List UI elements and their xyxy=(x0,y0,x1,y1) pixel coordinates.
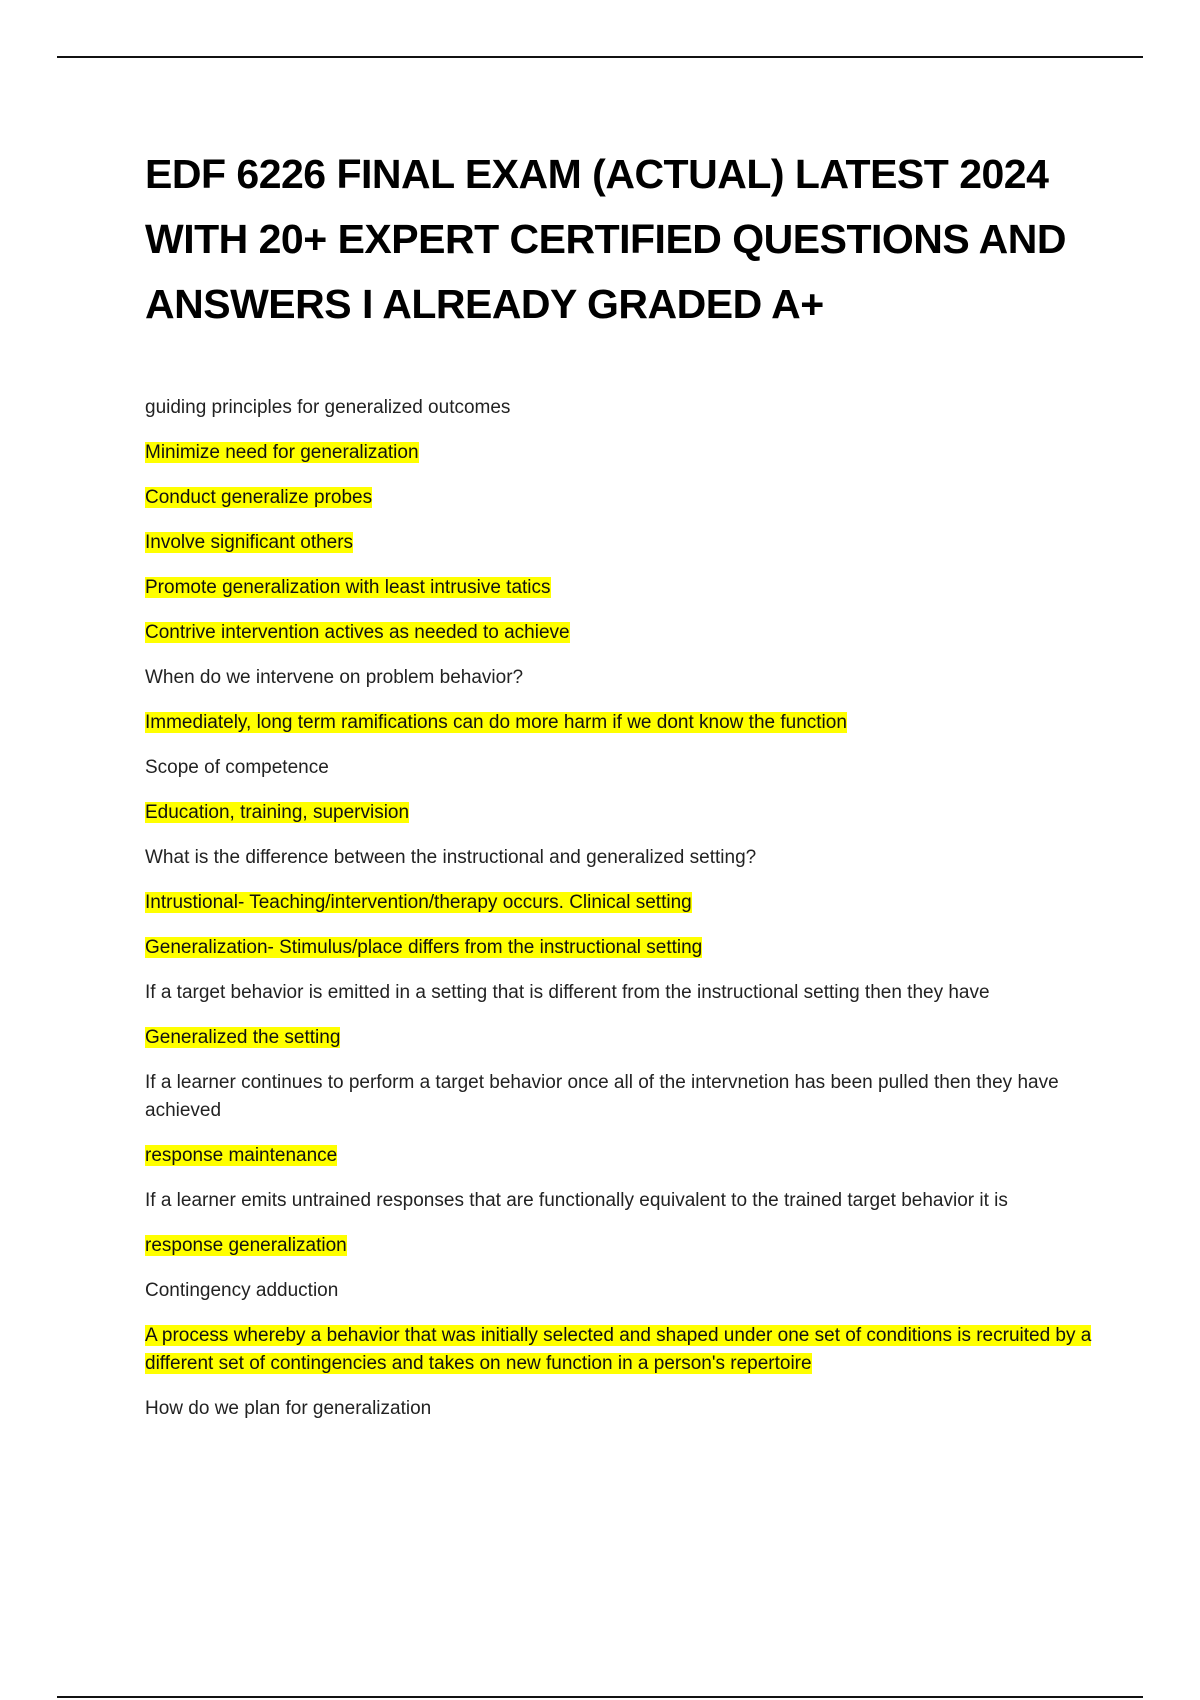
question-line: Scope of competence xyxy=(145,757,329,778)
highlighted-answer: Conduct generalize probes xyxy=(145,487,373,508)
highlighted-answer: A process whereby a behavior that was initially selected and shaped under one set of conditions is recruited by a different set of contingencies and takes on new function in a person's repertoire xyxy=(145,1325,1092,1374)
highlighted-answer: response generalization xyxy=(145,1235,347,1256)
answer-line xyxy=(145,439,1095,467)
question-line: If a target behavior is emitted in a setting that is different from the instructional setting then they have xyxy=(145,982,990,1003)
answer-line xyxy=(145,709,1095,737)
qa-content xyxy=(145,394,1095,1440)
top-rule xyxy=(57,56,1143,58)
question-line: How do we plan for generalization xyxy=(145,1398,432,1419)
highlighted-answer: Generalization- Stimulus/place differs from the instructional setting xyxy=(145,937,703,958)
answer-line xyxy=(145,1232,1095,1260)
answer-line xyxy=(145,799,1095,827)
answer-line xyxy=(145,1322,1095,1378)
answer-line xyxy=(145,529,1095,557)
highlighted-answer: Intrustional- Teaching/intervention/therapy occurs. Clinical setting xyxy=(145,892,692,913)
answer-line xyxy=(145,619,1095,647)
highlighted-answer: Minimize need for generalization xyxy=(145,442,419,463)
question-line: What is the difference between the instructional and generalized setting? xyxy=(145,847,757,868)
answer-line xyxy=(145,484,1095,512)
question-line: guiding principles for generalized outcomes xyxy=(145,397,511,418)
highlighted-answer: Contrive intervention actives as needed to achieve xyxy=(145,622,570,643)
answer-line xyxy=(145,1024,1095,1052)
bottom-rule xyxy=(57,1696,1143,1698)
highlighted-answer: Generalized the setting xyxy=(145,1027,341,1048)
highlighted-answer: Education, training, supervision xyxy=(145,802,410,823)
answer-line xyxy=(145,574,1095,602)
highlighted-answer: Immediately, long term ramifications can do more harm if we dont know the function xyxy=(145,712,847,733)
highlighted-answer: Involve significant others xyxy=(145,532,354,553)
highlighted-answer: response maintenance xyxy=(145,1145,338,1166)
answer-line xyxy=(145,1142,1095,1170)
question-line: Contingency adduction xyxy=(145,1280,339,1301)
question-line: If a learner continues to perform a target behavior once all of the intervnetion has been pulled then they have achieved xyxy=(145,1072,1059,1121)
answer-line xyxy=(145,889,1095,917)
question-line: If a learner emits untrained responses that are functionally equivalent to the trained target behavior it is xyxy=(145,1190,1008,1211)
highlighted-answer: Promote generalization with least intrusive tatics xyxy=(145,577,551,598)
answer-line xyxy=(145,934,1095,962)
question-line: When do we intervene on problem behavior? xyxy=(145,667,524,688)
document-title: EDF 6226 FINAL EXAM (ACTUAL) LATEST 2024 WITH 20+ EXPERT CERTIFIED QUESTIONS AND ANSWERS I ALREADY GRADED A+ xyxy=(145,151,1066,327)
